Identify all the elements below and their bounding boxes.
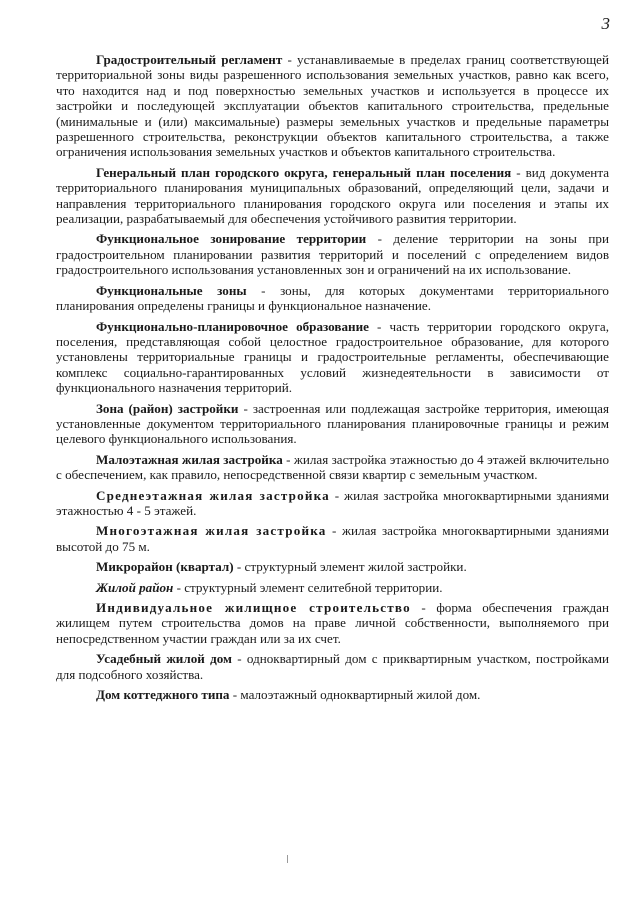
term-definition: - структурный элемент жилой застройки. <box>233 559 467 575</box>
term-definition: - устанавливаемые в пределах границ соответствующей территориальной зоны виды разрешенного использования земельных участков, равно как всего, что находится над и под поверхностью земельных участков и используется в процессе их застройки и последующей эксплуатации объектов капитального строительства, предельные (минимальные и (или) максимальные) размеры земельных участков и предельные параметры разрешенного строительства, реконструкции объектов капитального строительства, а также ограничения использования земельных участков и объектов капитального строительства. <box>56 52 609 160</box>
term-heading: Функциональные зоны <box>96 282 247 298</box>
term-heading: Генеральный план городского округа, генеральный план поселения <box>96 164 512 180</box>
glossary-entry <box>56 52 609 160</box>
term-definition: - застроенная или подлежащая застройке территория, имеющая установленные документом территориального планирования планировочные границы и режим целевого функционального использования. <box>56 400 609 447</box>
term-heading: Малоэтажная жилая застройка <box>96 451 283 467</box>
scan-speck <box>287 855 288 863</box>
glossary-entry <box>56 523 609 554</box>
glossary-entry <box>56 401 609 447</box>
term-definition: - жилая застройка многоквартирными зданиями высотой до 75 м. <box>56 523 609 554</box>
term-heading: Микрорайон (квартал) <box>96 559 234 575</box>
term-definition: - малоэтажный одноквартирный жилой дом. <box>229 687 481 703</box>
term-heading: Зона (район) застройки <box>96 400 239 416</box>
glossary-entry <box>56 559 609 574</box>
glossary-entry <box>56 651 609 682</box>
glossary-body <box>56 52 609 707</box>
glossary-entry <box>56 319 609 396</box>
term-heading: Индивидуальное жилищное строительство <box>96 600 411 615</box>
glossary-entry <box>56 231 609 277</box>
term-definition: - деление территории на зоны при градостроительном планировании развития территорий и поселений с определением видов градостроительного использования установленных зон и ограничений на их использование. <box>56 231 609 278</box>
term-definition: - жилая застройка многоквартирными зданиями этажностью 4 - 5 этажей. <box>56 487 609 518</box>
term-heading: Среднеэтажная жилая застройка <box>96 487 330 503</box>
term-heading: Дом коттеджного типа <box>96 687 230 703</box>
glossary-entry <box>56 488 609 519</box>
glossary-entry <box>56 283 609 314</box>
term-heading: Функционально-планировочное образование <box>96 318 369 334</box>
glossary-entry <box>56 687 609 702</box>
glossary-entry <box>56 580 609 595</box>
term-definition: - форма обеспечения граждан жилищем путем строительства домов на праве личной собственности, выполняемого при непосредственном участии граждан или за их счет. <box>56 600 609 646</box>
term-definition: - вид документа территориального планирования муниципальных образований, определяющий цели, задачи и направления территориального планирования городского округа или поселения и этапы их реализации, разрабатываемый для обеспечения устойчивого развития территории. <box>56 164 610 227</box>
page-number: 3 <box>601 14 610 33</box>
term-definition: - часть территории городского округа, поселения, представляющая собой целостное градостроительное образование, для которого установлены территориальные границы и градостроительные регламенты, обеспечивающие комплекс социально-гарантированных условий жизнедеятельности в зависимости от функционального назначения территорий. <box>56 318 609 396</box>
term-definition: - структурный элемент селитебной территории. <box>173 579 443 595</box>
glossary-entry <box>56 165 609 227</box>
glossary-entry <box>56 600 609 646</box>
term-heading: Многоэтажная жилая застройка <box>96 523 327 539</box>
glossary-entry <box>56 452 609 483</box>
term-heading: Градостроительный регламент <box>96 52 283 67</box>
term-definition: - жилая застройка этажностью до 4 этажей включительно с обеспечением, как правило, непосредственной связи квартир с земельным участком. <box>56 451 609 483</box>
term-definition: - одноквартирный дом с приквартирным участком, постройками для подсобного хозяйства. <box>56 651 609 682</box>
term-heading: Усадебный жилой дом <box>96 651 232 667</box>
term-heading: Жилой район <box>96 579 174 595</box>
term-definition: - зоны, для которых документами территориального планирования определены границы и функциональное назначение. <box>56 282 609 314</box>
term-heading: Функциональное зонирование территории <box>96 231 367 247</box>
